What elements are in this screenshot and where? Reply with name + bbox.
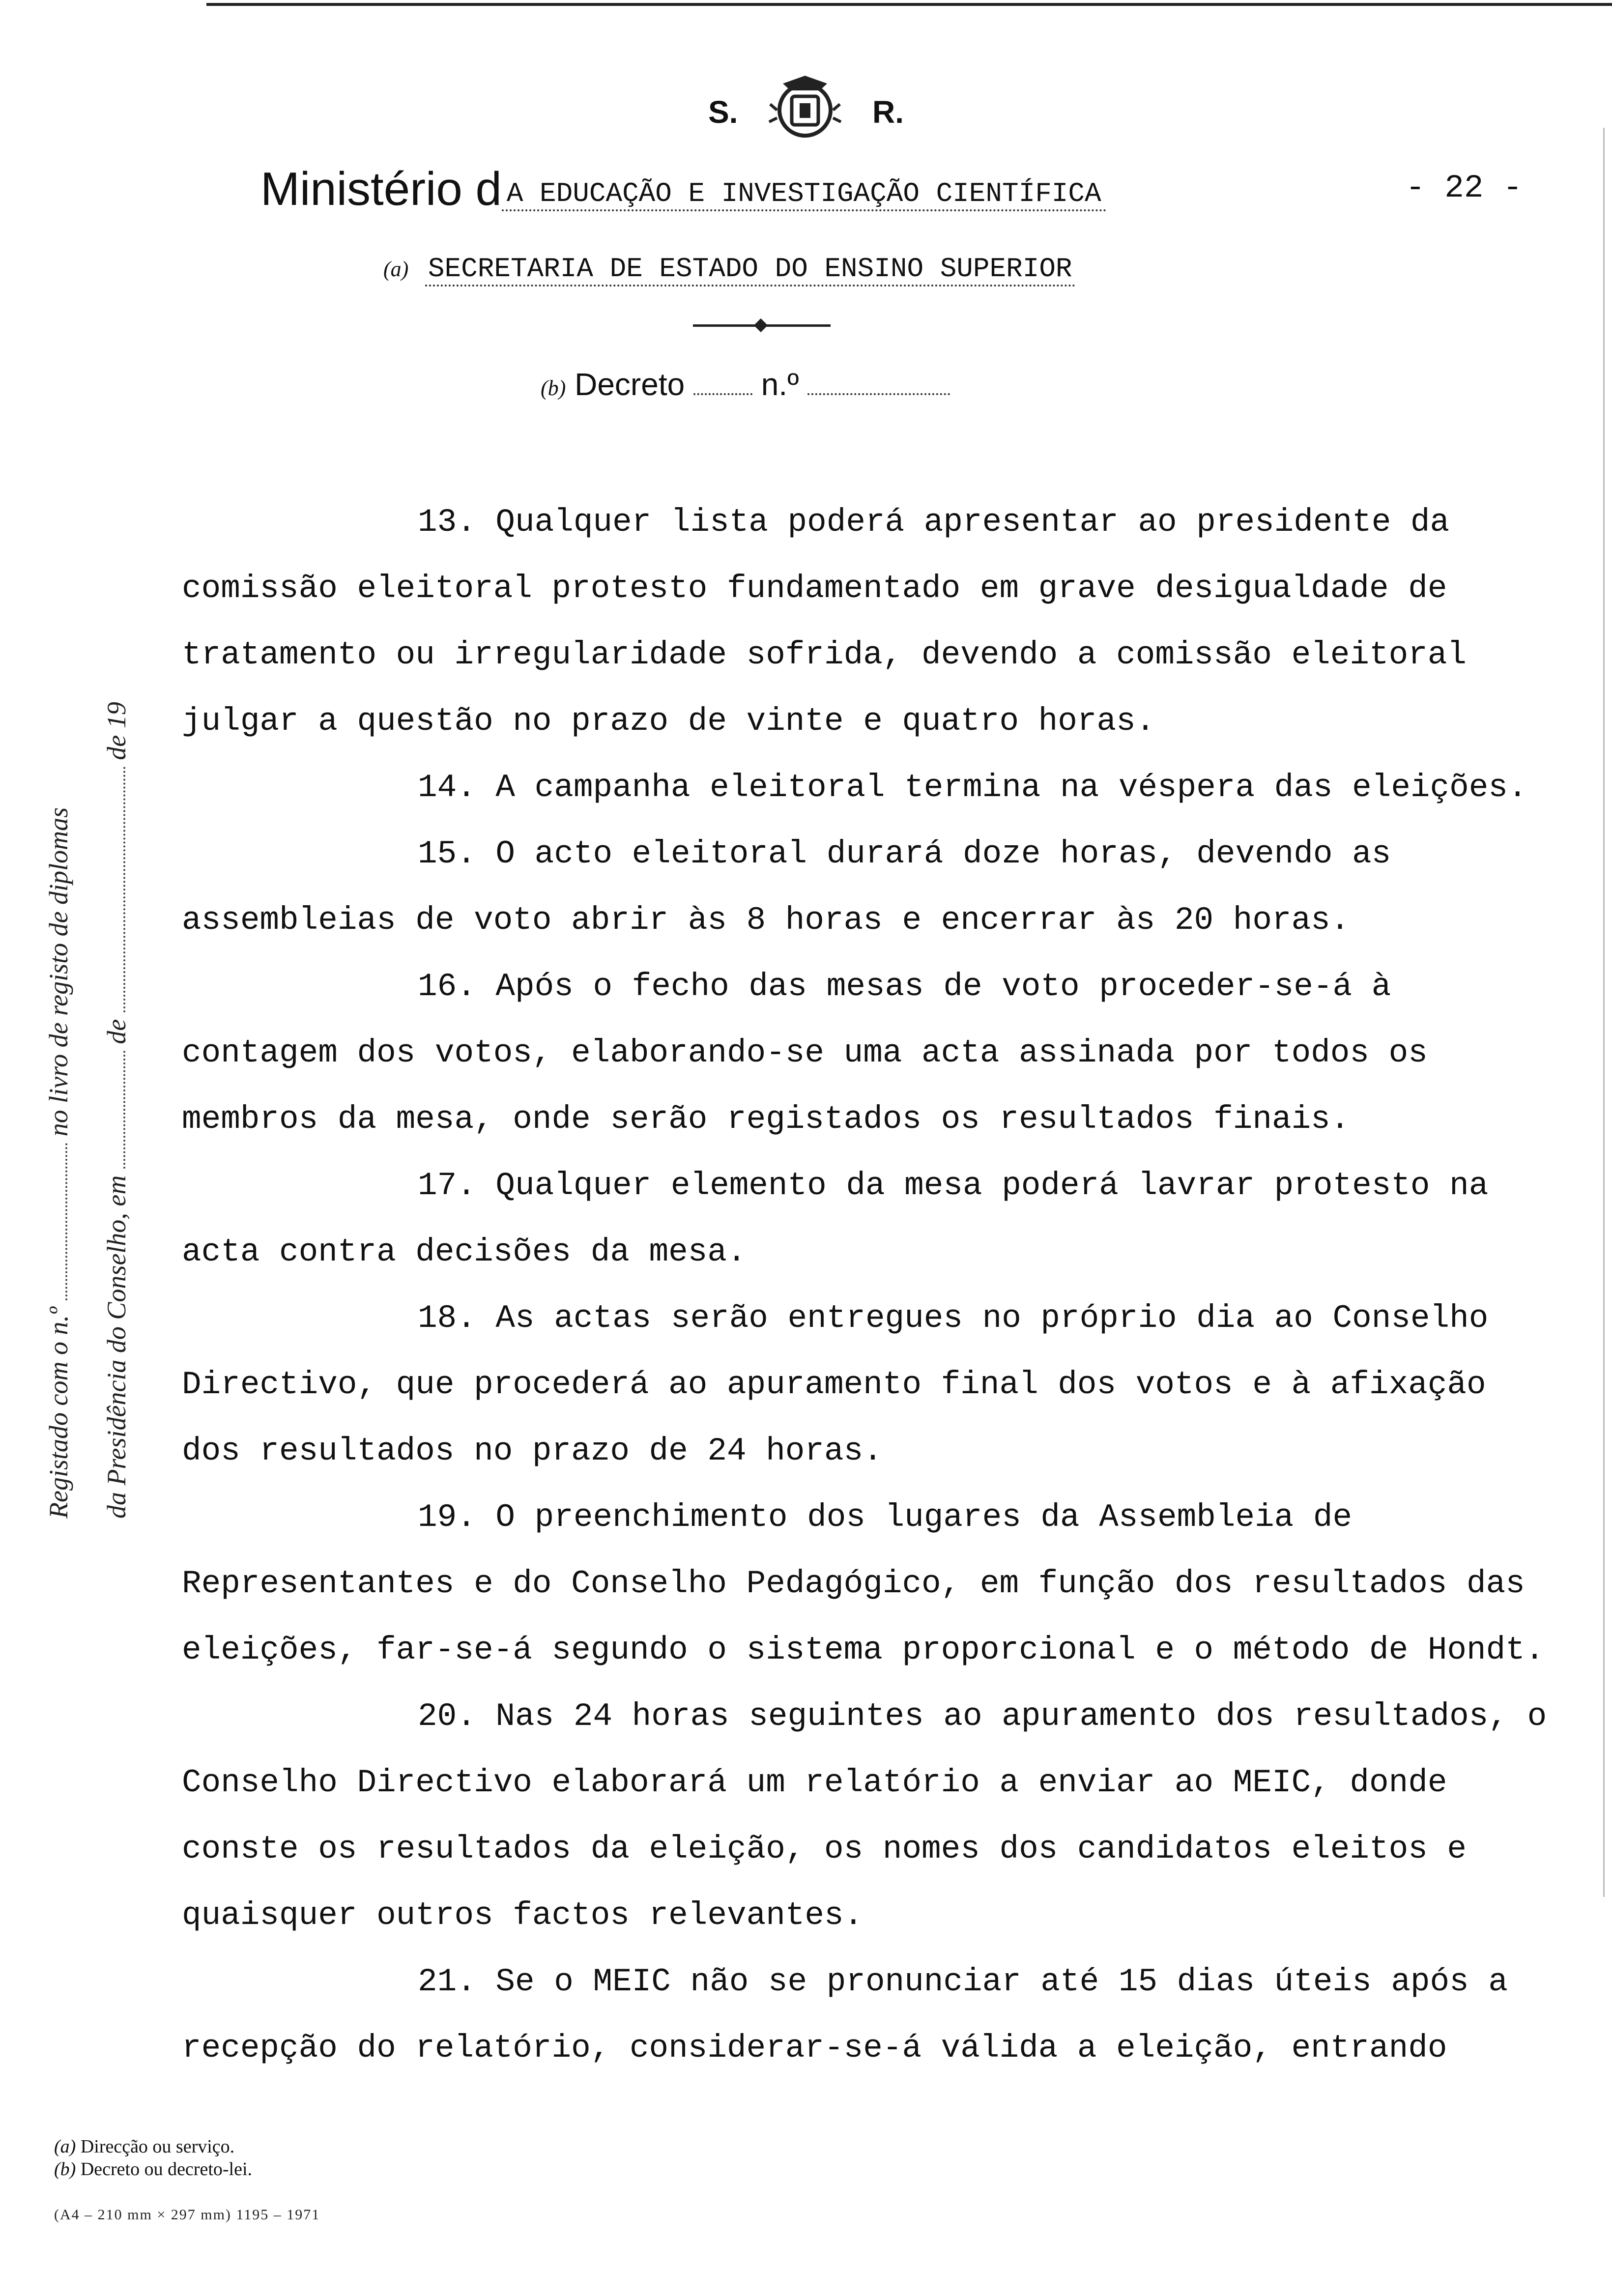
divider-ornament-icon <box>754 318 768 332</box>
decreto-blank <box>693 393 752 395</box>
decreto-number-label: n.º <box>761 367 799 402</box>
footnote-a <box>54 2135 252 2158</box>
letterhead-right: R. <box>872 94 904 130</box>
paragraph-15: 15. O acto eleitoral durará doze horas, devendo as assembleias de voto abrir às 8 horas e encerrar às 20 horas. <box>182 835 1410 939</box>
paragraph-16: 16. Após o fecho das mesas de voto proceder-se-á à contagem dos votos, elaborando-se uma acta assinada por todos os membros da mesa, onde serão registados os resultados finais. <box>182 968 1447 1138</box>
side-note-blank <box>123 1051 125 1169</box>
registration-side-note <box>29 575 147 1519</box>
paragraph-17: 17. Qualquer elemento da mesa poderá lavrar protesto na acta contra decisões da mesa. <box>182 1167 1508 1270</box>
footnote-b-mark: (b) <box>54 2159 76 2180</box>
side-note-book: no livro de registo de diplomas <box>44 807 73 1137</box>
letterhead-left: S. <box>708 94 738 130</box>
coat-of-arms-icon <box>768 74 842 150</box>
secretaria-line <box>383 253 1075 285</box>
side-note-blank <box>123 767 125 1012</box>
page-number: - 22 - <box>1406 170 1523 206</box>
footnotes <box>54 2135 252 2181</box>
paragraph-14: 14. A campanha eleitoral termina na véspera das eleições. <box>418 769 1527 806</box>
side-note-line-2 <box>87 575 145 1519</box>
side-note-presidency: da Presidência do Conselho, em <box>102 1175 131 1519</box>
ministry-line <box>260 162 1106 216</box>
footnote-b <box>54 2158 252 2181</box>
side-note-de: de <box>102 1019 131 1044</box>
paper-format-note: (A4 – 210 mm × 297 mm) 1195 – 1971 <box>54 2207 320 2223</box>
decreto-number-blank <box>807 393 950 395</box>
footnote-a-text: Direcção ou serviço. <box>80 2136 235 2157</box>
side-note-registered: Registado com o n.º <box>44 1307 73 1519</box>
decreto-mark: (b) <box>541 376 566 400</box>
secretaria-name: SECRETARIA DE ESTADO DO ENSINO SUPERIOR <box>425 253 1075 287</box>
paragraph-19: 19. O preenchimento dos lugares da Assembleia de Representantes e do Conselho Pedagógico, em função dos resultados das eleições, far-se-á segundo o sistema proporcional e o método de Hondt. <box>182 1499 1545 1668</box>
paragraph-18: 18. As actas serão entregues no próprio dia ao Conselho Directivo, que procederá ao apuramento final dos votos e à afixação dos resultados no prazo de 24 horas. <box>182 1300 1508 1469</box>
paragraph-20: 20. Nas 24 horas seguintes ao apuramento dos resultados, o Conselho Directivo elaborará um relatório a enviar ao MEIC, donde conste os resultados da eleição, os nomes dos candidatos eleitos e quaisquer outros factos relevantes. <box>182 1698 1566 1934</box>
page-edge-line <box>1603 128 1605 1897</box>
secretaria-mark: (a) <box>383 257 409 281</box>
paragraph-13: 13. Qualquer lista poderá apresentar ao presidente da comissão eleitoral protesto fundamentado em grave desigualdade de tratamento ou irregularidade sofrida, devendo a comissão eleitoral julgar a questão no prazo de vinte e quatro horas. <box>182 504 1486 740</box>
letterhead <box>0 74 1612 150</box>
decreto-label: Decreto <box>575 367 685 402</box>
ministry-name: A EDUCAÇÃO E INVESTIGAÇÃO CIENTÍFICA <box>502 178 1106 211</box>
decreto-line <box>541 366 950 402</box>
decree-body <box>182 489 1566 2081</box>
footnote-b-text: Decreto ou decreto-lei. <box>80 2159 253 2180</box>
ministry-prefix: Ministério d <box>260 163 502 215</box>
footnote-a-mark: (a) <box>54 2136 76 2157</box>
side-note-line-1 <box>29 575 87 1519</box>
paragraph-21: 21. Se o MEIC não se pronunciar até 15 dias úteis após a recepção do relatório, considerar-se-á válida a eleição, entrando <box>182 1963 1527 2066</box>
top-border-line <box>206 3 1612 6</box>
side-note-blank <box>65 1143 67 1300</box>
side-note-year: de 19 <box>102 702 131 760</box>
